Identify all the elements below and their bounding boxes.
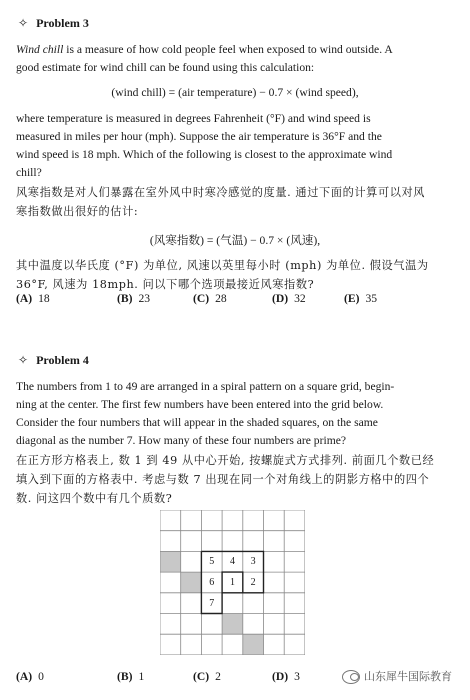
shaded-square-4	[243, 634, 264, 655]
problem-3-cn-line-3: 其中温度以华氏度 (°F) 为单位, 风速以英里每小时 (mph) 为单位. 假设气温为	[16, 259, 429, 272]
choice-d-value: 32	[294, 292, 306, 305]
choice-b[interactable]	[117, 292, 150, 305]
choice-e-label: (E)	[344, 292, 360, 305]
grid-cell-4: 4	[229, 556, 235, 568]
problem-3-text-cn-2	[16, 256, 454, 294]
choice-b-value: 23	[138, 292, 151, 305]
problem-3-text-en	[16, 41, 454, 77]
watermark	[342, 668, 452, 684]
choice-a-value: 18	[38, 292, 50, 305]
choice-c[interactable]	[193, 292, 227, 305]
choice-d-label: (D)	[272, 670, 289, 683]
problem-3-cn-line-4: 36°F, 风速为 18mph. 问以下哪个选项最接近风寒指数?	[16, 278, 315, 291]
choice-a-label: (A)	[16, 670, 33, 683]
problem-3-text-en-2	[16, 110, 454, 182]
problem-3-heading	[18, 16, 89, 31]
formula-en: (wind chill) = (air temperature) − 0.7 × (wind speed),	[111, 86, 359, 99]
watermark-text: 山东犀牛国际教育	[364, 670, 452, 683]
problem-3-cn-line-2: 寒指数做出很好的估计:	[16, 205, 139, 218]
choice-a-value: 0	[38, 670, 44, 683]
problem-4-cn-line-2: 填入到下面的方格表中. 考虑与数 7 出现在同一个对角线上的阴影方格中的四个	[16, 473, 430, 486]
diamond-icon: ✧	[18, 353, 29, 367]
problem-3-en-line-6: chill?	[16, 166, 42, 179]
problem-4-en-line-2: ning at the center. The first few numbers have been entered into the grid below.	[16, 398, 384, 411]
problem-3-en-line-2: good estimate for wind chill can be found using this calculation:	[16, 61, 315, 74]
shaded-square-2	[181, 572, 202, 593]
problem-3-cn-line-1: 风寒指数是对人们暴露在室外风中时寒冷感觉的度量. 通过下面的计算可以对风	[16, 186, 426, 199]
problem-4-text-en	[16, 378, 454, 450]
choice-c-value: 28	[215, 292, 227, 305]
choice-c[interactable]	[193, 670, 221, 683]
grid-cell-5: 5	[209, 556, 215, 568]
choice-e-value: 35	[365, 292, 378, 305]
wechat-logo-icon	[342, 670, 360, 684]
problem-3-text-cn	[16, 183, 454, 221]
problem-3-en-line-1-rest: is a measure of how cold people feel when exposed to wind outside. A	[63, 43, 393, 56]
grid-cell-3: 3	[250, 556, 256, 568]
choice-d-label: (D)	[272, 292, 289, 305]
choice-a[interactable]	[16, 292, 50, 305]
choice-d-value: 3	[294, 670, 300, 683]
choice-d[interactable]	[272, 670, 300, 683]
choice-b-label: (B)	[117, 670, 133, 683]
choice-d[interactable]	[272, 292, 306, 305]
shaded-square-3	[222, 614, 243, 635]
problem-4-cn-line-1: 在正方形方格表上, 数 1 到 49 从中心开始, 按螺旋式方式排列. 前面几个数已经	[16, 454, 435, 467]
choice-c-label: (C)	[193, 670, 210, 683]
problem-3-en-line-4: measured in miles per hour (mph). Suppose the air temperature is 36°F and the	[16, 130, 382, 143]
problem-3-en-line-1	[16, 41, 454, 59]
wind-chill-term: Wind chill	[16, 43, 64, 56]
problem-4-en-line-4: diagonal as the number 7. How many of these four numbers are prime?	[16, 434, 346, 447]
choice-a[interactable]	[16, 670, 44, 683]
problem-3-en-line-5: wind speed is 18 mph. Which of the following is closest to the approximate wind	[16, 148, 393, 161]
diamond-icon: ✧	[18, 16, 29, 30]
problem-4-en-line-3: Consider the four numbers that will appear in the shaded squares, on the same	[16, 416, 378, 429]
grid-cell-1: 1	[229, 576, 235, 588]
problem-4-en-line-1: The numbers from 1 to 49 are arranged in a spiral pattern on a square grid, begin-	[16, 380, 395, 393]
choice-b-value: 1	[138, 670, 145, 683]
problem-3-en-line-3: where temperature is measured in degrees Fahrenheit (°F) and wind speed is	[16, 112, 371, 125]
grid-cell-6: 6	[209, 576, 215, 588]
problem-4-cn-line-3: 数. 问这四个数中有几个质数?	[16, 492, 173, 505]
choice-b[interactable]	[117, 670, 144, 683]
choice-b-label: (B)	[117, 292, 133, 305]
choice-a-label: (A)	[16, 292, 33, 305]
choice-c-label: (C)	[193, 292, 210, 305]
grid-cell-2: 2	[250, 576, 256, 588]
formula-cn: (风寒指数) = (气温) − 0.7 × (风速),	[149, 234, 321, 247]
choice-c-value: 2	[215, 670, 221, 683]
choice-e[interactable]	[344, 292, 377, 305]
problem-4-title: Problem 4	[36, 353, 89, 367]
spiral-grid	[160, 510, 305, 655]
problem-4-heading	[18, 353, 89, 368]
grid-cell-7: 7	[209, 597, 215, 609]
shaded-square-1	[160, 551, 181, 572]
problem-4-text-cn	[16, 451, 454, 508]
problem-3-title: Problem 3	[36, 16, 89, 30]
